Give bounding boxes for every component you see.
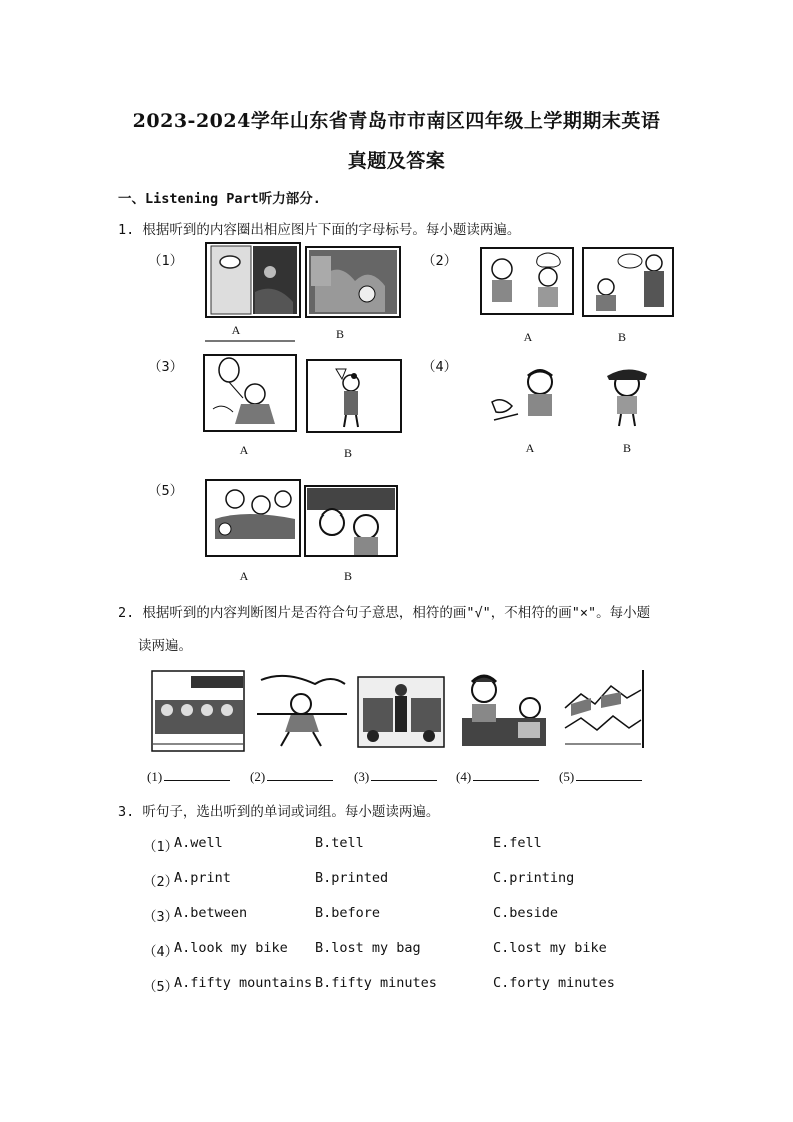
- q3-row1-option-c[interactable]: E.fell: [493, 835, 542, 851]
- q1-item5-picture-b: [304, 485, 398, 557]
- q3-row3-option-b[interactable]: B.before: [315, 905, 381, 921]
- q1-item2-label-b: B: [617, 330, 626, 344]
- q3-row4-option-c[interactable]: C.lost my bike: [493, 940, 607, 956]
- q1-item3-picture-b: [306, 359, 402, 433]
- q1-item1-picture-b: [305, 246, 401, 318]
- q1-item2-picture-b: [582, 247, 674, 317]
- q2-answer-blank-4[interactable]: [456, 768, 539, 785]
- q1-item1-picture-a: [205, 242, 301, 318]
- q1-item1-label-a: A: [231, 323, 241, 337]
- q2-blank-1-label: (1): [147, 769, 163, 784]
- document-title-line1: 2023-2024学年山东省青岛市市南区四年级上学期期末英语: [132, 110, 661, 132]
- q3-row2-option-c[interactable]: C.printing: [493, 870, 575, 886]
- q2-blank-3-label: (3): [354, 769, 370, 784]
- q1-item3-label-a: A: [239, 443, 249, 457]
- q3-row4-option-a[interactable]: A.look my bike: [174, 940, 288, 956]
- q2-picture-3: [357, 676, 445, 748]
- q1-item4-label-b: B: [622, 441, 631, 455]
- q3-row4-number: （4）: [143, 944, 179, 960]
- q3-row3-number: （3）: [143, 909, 179, 925]
- document-title-line2: 真题及答案: [347, 150, 446, 172]
- q3-row5-option-c[interactable]: C.forty minutes: [493, 975, 615, 991]
- q1-item5-picture-a: [205, 479, 301, 557]
- q1-item2-number: （2）: [422, 253, 458, 269]
- q3-row2-option-a[interactable]: A.print: [174, 870, 231, 886]
- q2-picture-5: [561, 668, 645, 750]
- q1-item4-number: （4）: [422, 359, 458, 375]
- q1-item3-number: （3）: [148, 359, 184, 375]
- q3-row1-option-a[interactable]: A.well: [174, 835, 223, 851]
- q1-item5-label-a: A: [239, 569, 249, 583]
- q3-instruction: 3. 听句子，选出听到的单词或词组。每小题读两遍。: [118, 804, 440, 820]
- q2-picture-1: [151, 670, 245, 752]
- q1-item4-label-a: A: [525, 441, 535, 455]
- q1-item3-picture-a: [203, 354, 297, 432]
- q3-row3-option-c[interactable]: C.beside: [493, 905, 559, 921]
- q1-item2-picture-a: [480, 247, 574, 315]
- q1-item4-picture-b: [601, 366, 657, 428]
- q1-item1-number: （1）: [148, 253, 184, 269]
- q2-answer-blank-5[interactable]: [559, 768, 642, 785]
- q2-instruction-line2: 读两遍。: [138, 638, 192, 654]
- q3-row5-number: （5）: [143, 979, 179, 995]
- q2-blank-2-label: (2): [250, 769, 266, 784]
- q3-row5-option-b[interactable]: B.fifty minutes: [315, 975, 437, 991]
- q2-answer-blank-1[interactable]: [147, 768, 230, 785]
- q1-item5-label-b: B: [343, 569, 352, 583]
- q2-picture-2: [255, 670, 349, 750]
- q2-blank-5-label: (5): [559, 769, 575, 784]
- q1-instruction: 1. 根据听到的内容圈出相应图片下面的字母标号。每小题读两遍。: [118, 222, 521, 238]
- q3-row3-option-a[interactable]: A.between: [174, 905, 248, 921]
- q2-blank-4-label: (4): [456, 769, 472, 784]
- section-heading: 一、Listening Part听力部分.: [118, 191, 321, 207]
- q3-row2-option-b[interactable]: B.printed: [315, 870, 389, 886]
- q3-row1-number: （1）: [143, 839, 179, 855]
- q1-item4-picture-a: [488, 366, 568, 430]
- q1-item1-label-b: B: [335, 327, 344, 341]
- q3-row5-option-a[interactable]: A.fifty mountains: [174, 975, 313, 991]
- q2-answer-blank-3[interactable]: [354, 768, 437, 785]
- q3-row4-option-b[interactable]: B.lost my bag: [315, 940, 421, 956]
- q1-item2-label-a: A: [523, 330, 533, 344]
- scan-artifact-line: [205, 340, 295, 342]
- q1-item3-label-b: B: [343, 446, 352, 460]
- q3-row2-number: （2）: [143, 874, 179, 890]
- q1-item5-number: （5）: [148, 483, 184, 499]
- q2-answer-blank-2[interactable]: [250, 768, 333, 785]
- q3-row1-option-b[interactable]: B.tell: [315, 835, 364, 851]
- q2-picture-4: [458, 668, 550, 750]
- q2-instruction-line1: 2. 根据听到的内容判断图片是否符合句子意思，相符的画"√"，不相符的画"×"。每小题: [118, 605, 651, 621]
